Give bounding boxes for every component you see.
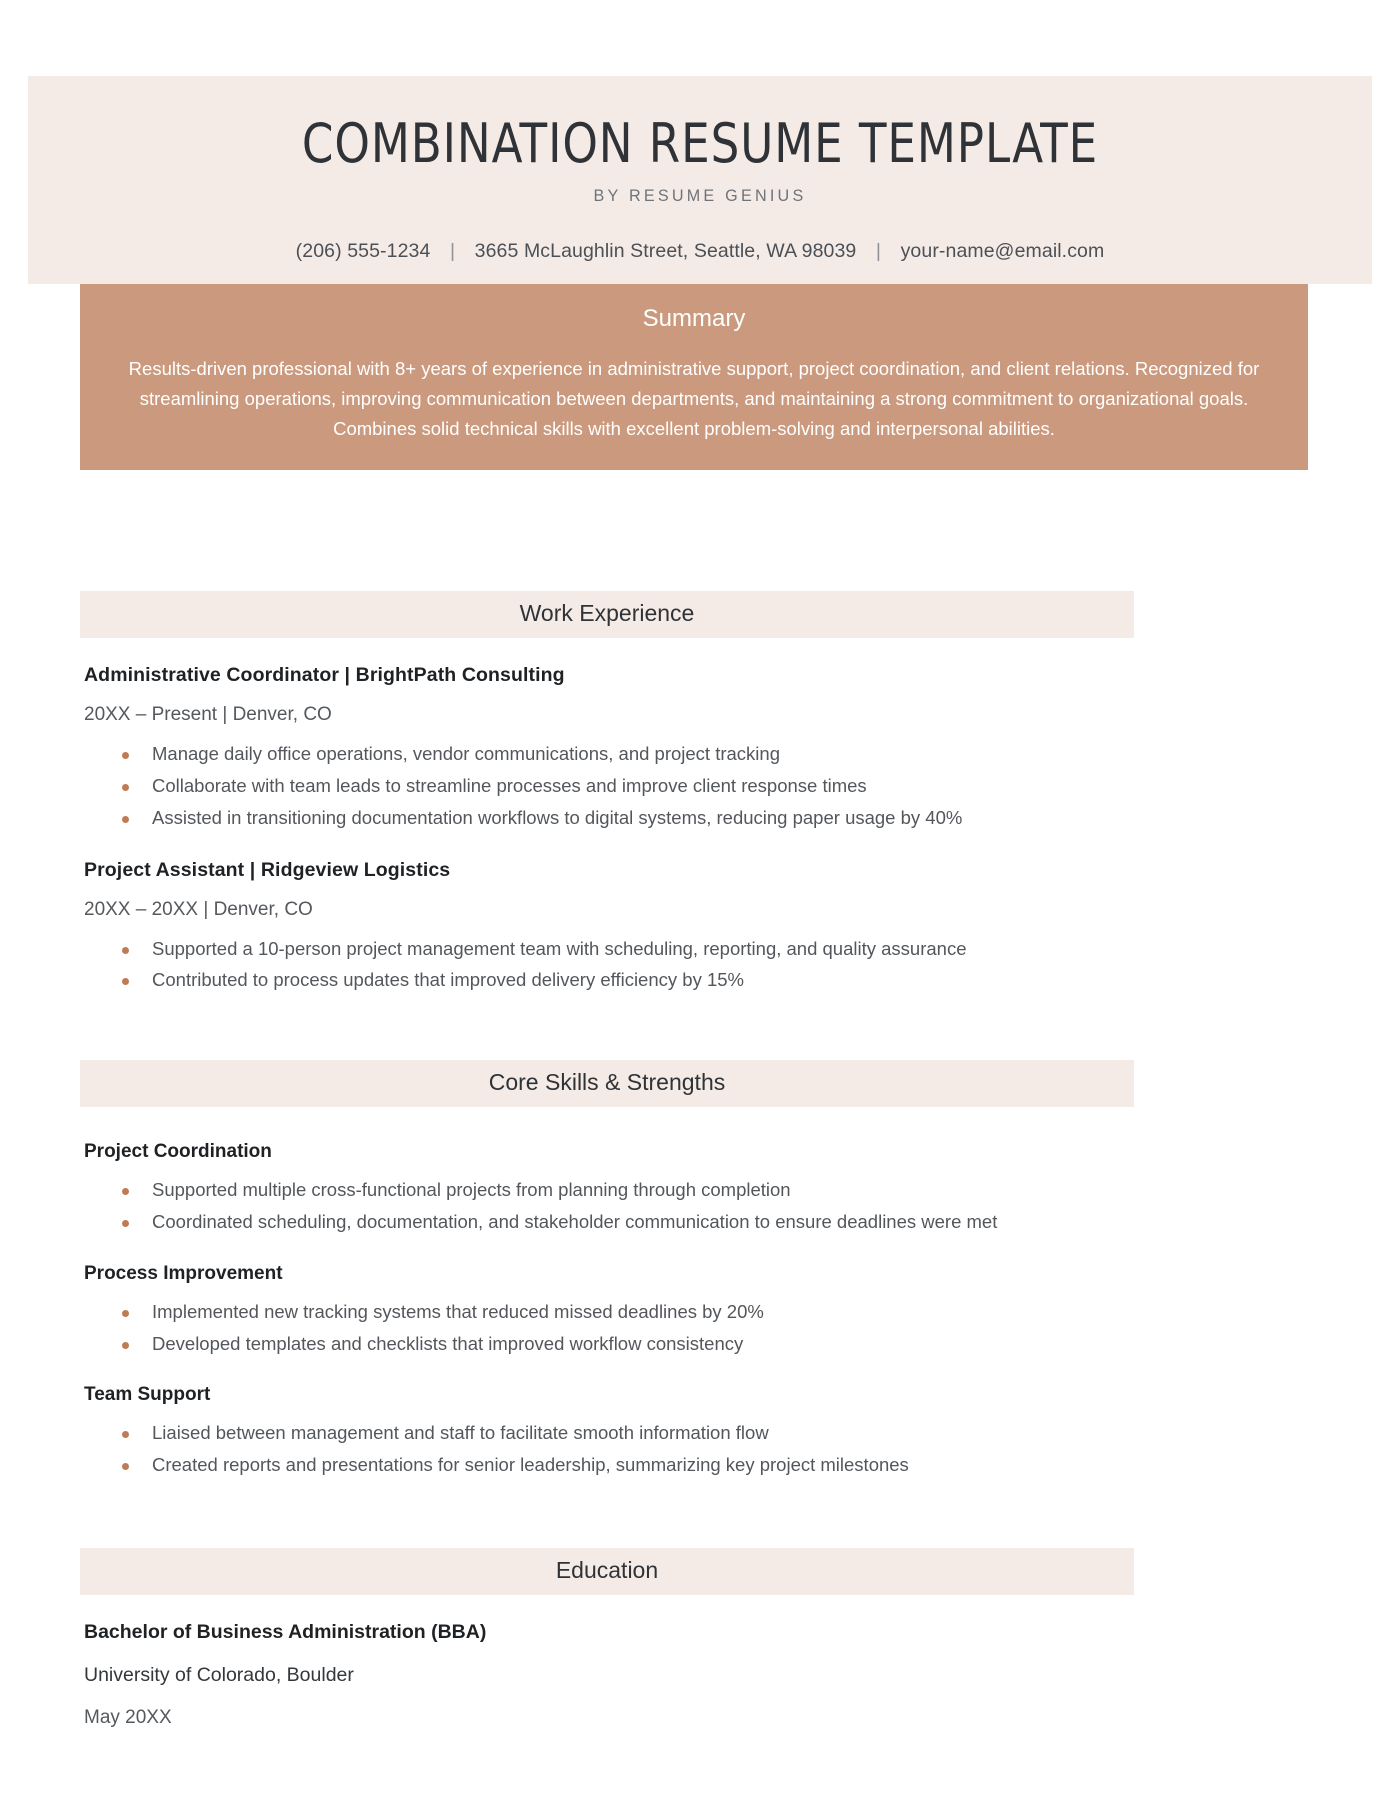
work-entry (80, 859, 1134, 996)
skill-group (80, 1384, 1134, 1480)
section-header-work-experience: Work Experience (80, 591, 1134, 638)
section-header-education: Education (80, 1548, 1134, 1595)
work-entry-title: Administrative Coordinator | BrightPath Consulting (84, 664, 565, 686)
education-date: May 20XX (84, 1707, 172, 1728)
summary-heading: Summary (642, 305, 746, 332)
skill-group-bullets (80, 1419, 1134, 1480)
skill-group (80, 1263, 1134, 1359)
contact-address: 3665 McLaughlin Street, Seattle, WA 98039 (474, 239, 857, 262)
work-entry-meta: 20XX – 20XX | Denver, CO (84, 898, 313, 920)
education-school: University of Colorado, Boulder (84, 1664, 354, 1686)
skill-group-bullets (80, 1176, 1134, 1237)
list-item: Assisted in transitioning documentation workflows to digital systems, reducing paper usage by 40% (80, 804, 1134, 833)
summary-text: Results-driven professional with 8+ years of experience in administrative support, project coordination, and client relations. Recognized for streamlining operations, improving communication between departments, and maintaining a strong commitment to organizational goals. Combines solid technical skills with excellent problem-solving and interpersonal abilities. (128, 357, 1260, 439)
work-entry-bullets (80, 935, 1134, 996)
skill-group-title: Process Improvement (84, 1262, 283, 1284)
list-item: Contributed to process updates that improved delivery efficiency by 15% (80, 966, 1134, 995)
section-header-core-skills: Core Skills & Strengths (80, 1060, 1134, 1107)
list-item: Developed templates and checklists that improved workflow consistency (80, 1330, 1134, 1359)
list-item: Supported multiple cross-functional projects from planning through completion (80, 1176, 1134, 1205)
section-work-experience (80, 591, 1134, 998)
list-item: Liaised between management and staff to facilitate smooth information flow (80, 1419, 1134, 1448)
skill-group-title: Project Coordination (84, 1141, 272, 1162)
work-entry (80, 664, 1134, 833)
list-item: Manage daily office operations, vendor communications, and project tracking (80, 740, 1134, 769)
section-core-skills (80, 1060, 1134, 1483)
work-entry-title: Project Assistant | Ridgeview Logistics (84, 858, 451, 881)
list-item: Created reports and presentations for senior leadership, summarizing key project milestones (80, 1451, 1134, 1480)
contact-email: your-name@email.com (900, 239, 1105, 262)
contact-phone: (206) 555-1234 (295, 239, 431, 262)
contact-separator-2: | (875, 239, 882, 262)
education-degree: Bachelor of Business Administration (BBA) (84, 1621, 487, 1643)
summary-block (80, 284, 1308, 470)
list-item: Implemented new tracking systems that reduced missed deadlines by 20% (80, 1298, 1134, 1327)
contact-line (28, 206, 1372, 263)
section-education (80, 1548, 1134, 1729)
skill-group-title: Team Support (84, 1384, 211, 1406)
resume-header-band (28, 76, 1372, 284)
work-entry-bullets (80, 740, 1134, 833)
contact-separator-1: | (449, 239, 456, 262)
work-entry-meta: 20XX – Present | Denver, CO (84, 704, 332, 725)
list-item: Coordinated scheduling, documentation, and stakeholder communication to ensure deadlines were met (80, 1208, 1134, 1237)
page-title: COMBINATION RESUME TEMPLATE (301, 112, 1099, 175)
skill-group (80, 1141, 1134, 1237)
list-item: Collaborate with team leads to streamline processes and improve client response times (80, 772, 1134, 801)
resume-subtitle: BY RESUME GENIUS (593, 185, 807, 205)
list-item: Supported a 10-person project management team with scheduling, reporting, and quality assurance (80, 935, 1134, 964)
skill-group-bullets (80, 1298, 1134, 1359)
